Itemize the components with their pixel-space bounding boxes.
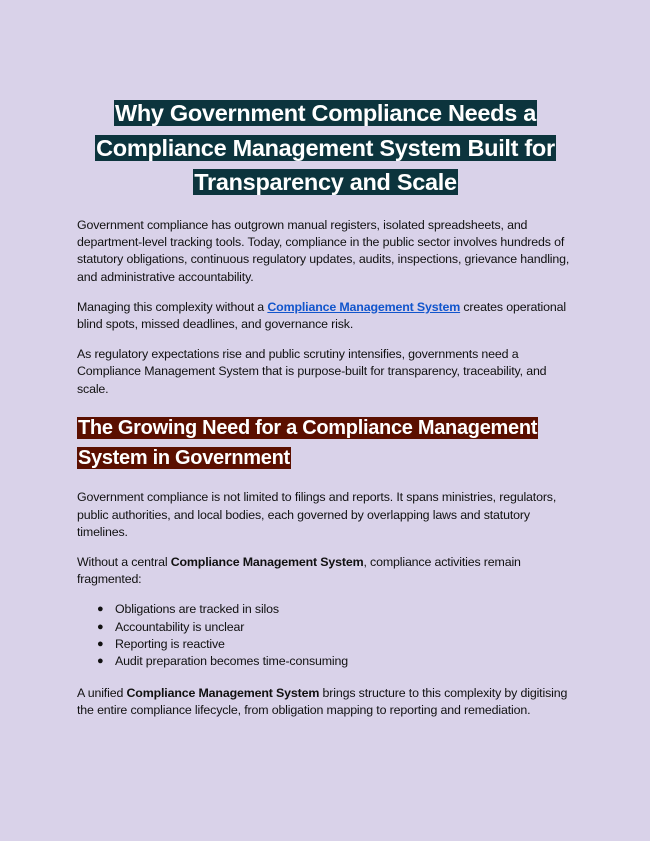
section-paragraph-2-bold: Compliance Management System bbox=[170, 554, 364, 569]
list-item bbox=[97, 619, 574, 636]
list-item-text: Reporting is reactive bbox=[115, 637, 225, 651]
section-paragraph-3-bold: Compliance Management System bbox=[126, 685, 320, 700]
list-item bbox=[97, 601, 574, 618]
section-heading bbox=[77, 414, 574, 473]
list-item bbox=[97, 636, 574, 653]
bullet-icon: ● bbox=[97, 638, 104, 650]
list-item bbox=[97, 653, 574, 670]
intro-paragraph-3: As regulatory expectations rise and public scrutiny intensifies, governments need a Compliance Management System that is purpose-built for transparency, traceability, and scale. bbox=[77, 346, 547, 396]
intro-paragraph-2-before: Managing this complexity without a bbox=[77, 299, 268, 314]
list-item-text: Accountability is unclear bbox=[115, 619, 245, 634]
intro-paragraph-2 bbox=[77, 299, 574, 334]
section-paragraph-3-after: brings structure to this complexity by digitising the entire compliance lifecycle, from obligation mapping to reporting and remediation. bbox=[77, 685, 568, 718]
intro-paragraph-2-after: creates operational blind spots, missed deadlines, and governance risk. bbox=[77, 299, 566, 332]
section-paragraph-3-before: A unified bbox=[77, 685, 127, 700]
bullet-icon: ● bbox=[97, 603, 104, 616]
section-paragraph-2-after: , compliance activities remain fragmented: bbox=[77, 554, 521, 587]
section-paragraph-2-before: Without a central bbox=[77, 554, 171, 569]
section-paragraph-3 bbox=[77, 685, 574, 720]
section-heading-text: The Growing Need for a Compliance Management System in Government bbox=[78, 417, 538, 469]
compliance-management-system-link[interactable]: Compliance Management System bbox=[267, 299, 461, 314]
bullet-icon: ● bbox=[97, 620, 104, 633]
intro-paragraph-1: Government compliance has outgrown manual registers, isolated spreadsheets, and department-level tracking tools. Today, compliance in the public sector involves hundreds of statutory obligations, continuous regulatory updates, audits, inspections, grievance handling, and administrative accountability. bbox=[77, 217, 570, 284]
section-paragraph-1: Government compliance is not limited to filings and reports. It spans ministries, regulators, public authorities, and local bodies, each governed by overlapping laws and statutory timelines. bbox=[77, 490, 557, 539]
fragmentation-bullet-list bbox=[77, 601, 574, 671]
list-item-text: Audit preparation becomes time-consuming bbox=[115, 654, 348, 669]
list-item-text: Obligations are tracked in silos bbox=[115, 602, 279, 617]
page-title-text: Why Government Compliance Needs a Compliance Management System Built for Transparency and Scale bbox=[96, 100, 555, 195]
section-paragraph-2 bbox=[77, 554, 574, 589]
bullet-icon: ● bbox=[97, 655, 104, 668]
page-title bbox=[77, 96, 574, 200]
